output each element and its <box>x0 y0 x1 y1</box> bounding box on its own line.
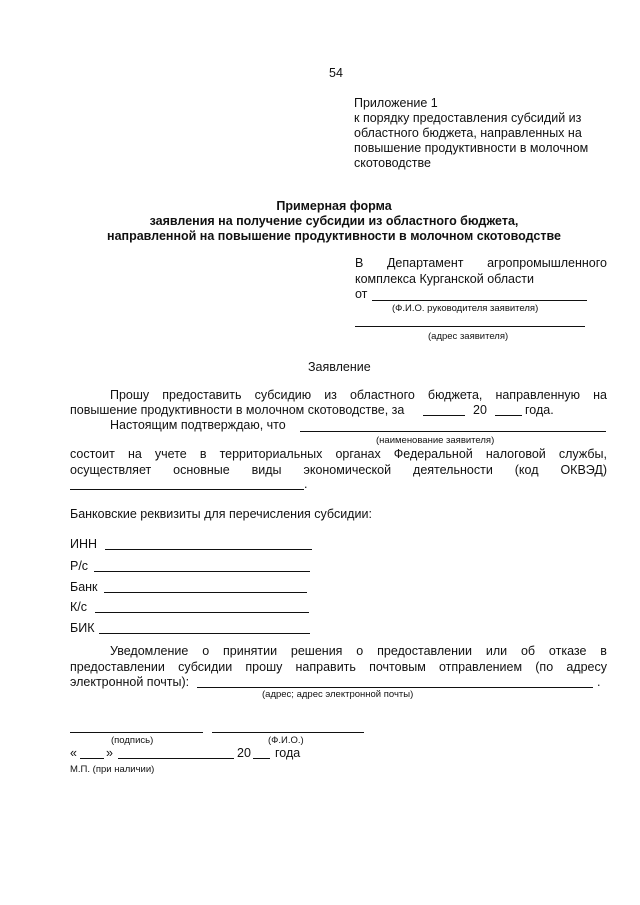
paragraph-1-line-1 <box>110 388 607 403</box>
year-field[interactable] <box>495 415 522 416</box>
word: Департамент <box>386 256 464 270</box>
word: решения <box>290 644 343 658</box>
word: предоставлении <box>377 644 472 658</box>
correspondent-account-field[interactable] <box>95 612 309 613</box>
word: субсидии <box>178 660 233 674</box>
applicant-name-field[interactable] <box>300 431 606 432</box>
word: экономической <box>303 463 392 477</box>
word: Уведомление <box>110 644 189 658</box>
word: (по <box>535 660 554 674</box>
date-close-quote: » <box>106 746 113 760</box>
applicant-name-caption: (наименование заявителя) <box>376 435 495 446</box>
appendix-line-3: повышение продуктивности в молочном <box>354 141 589 155</box>
word: в <box>199 447 207 461</box>
date-open-quote: « <box>70 746 77 760</box>
signature-caption: (подпись) <box>111 735 154 746</box>
word: (код <box>514 463 539 477</box>
appendix-line-4: скотоводстве <box>354 156 431 170</box>
date-month-field[interactable] <box>118 758 234 759</box>
word: субсидию <box>254 388 312 402</box>
word: учете <box>154 447 187 461</box>
word: Прошу <box>110 388 150 402</box>
word: направить <box>295 660 356 674</box>
notice-line-1 <box>110 644 607 659</box>
date-day-field[interactable] <box>80 758 104 759</box>
word: налоговой <box>485 447 546 461</box>
inn-field[interactable] <box>105 549 312 550</box>
word: почтовым <box>369 660 426 674</box>
bank-details-heading: Банковские реквизиты для перечисления субсидии: <box>70 507 372 521</box>
bik-label: БИК <box>70 621 95 635</box>
word: направленную <box>495 388 581 402</box>
date-year-prefix: 20 <box>237 746 251 760</box>
word: Федеральной <box>393 447 473 461</box>
paragraph-1-line-2a: повышение продуктивности в молочном скотоводстве, за <box>70 403 405 417</box>
word: в <box>600 644 607 658</box>
paragraph-1-year-suffix: года. <box>525 403 554 417</box>
word: отказе <box>548 644 587 658</box>
word: областного <box>349 388 415 402</box>
word: ОКВЭД) <box>560 463 607 477</box>
word: из <box>324 388 337 402</box>
full-name-field[interactable] <box>212 732 364 733</box>
word: на <box>593 388 607 402</box>
addressee-line-1 <box>355 256 607 271</box>
okved-end-period: . <box>304 477 308 491</box>
word: органах <box>335 447 381 461</box>
paragraph-2-text: Настоящим подтверждаю, что <box>110 418 286 432</box>
addressee-line-2: комплекса Курганской области <box>355 272 534 286</box>
notice-end-period: . <box>597 675 601 689</box>
notice-address-caption: (адрес; адрес электронной почты) <box>262 689 414 700</box>
word: адресу <box>566 660 607 674</box>
word: предоставлении <box>70 660 165 674</box>
appendix-line-2: областного бюджета, направленных на <box>354 126 582 140</box>
document-title: Заявление <box>308 360 371 374</box>
from-name-caption: (Ф.И.О. руководителя заявителя) <box>392 303 539 314</box>
word: агропромышленного <box>487 256 607 270</box>
address-field[interactable] <box>355 326 585 327</box>
paragraph-1-year-prefix: 20 <box>473 403 487 417</box>
signature-field[interactable] <box>70 732 203 733</box>
word: на <box>127 447 142 461</box>
form-heading-1: Примерная форма <box>276 199 392 213</box>
correspondent-account-label: К/с <box>70 600 88 614</box>
account-field[interactable] <box>94 571 310 572</box>
inn-label: ИНН <box>70 537 98 551</box>
bank-field[interactable] <box>104 592 307 593</box>
notice-address-field[interactable] <box>197 687 593 688</box>
word: предоставить <box>162 388 242 402</box>
word: основные <box>173 463 230 477</box>
word: или <box>485 644 508 658</box>
word: деятельности <box>413 463 493 477</box>
word: территориальных <box>219 447 323 461</box>
word: виды <box>251 463 282 477</box>
paragraph-3-line-2 <box>70 463 607 478</box>
word: осуществляет <box>70 463 152 477</box>
word: прошу <box>245 660 283 674</box>
word: принятии <box>222 644 278 658</box>
account-label: Р/с <box>70 559 89 573</box>
notice-line-2 <box>70 660 607 675</box>
bik-field[interactable] <box>99 633 310 634</box>
from-name-field[interactable] <box>372 300 587 301</box>
word: службы, <box>558 447 607 461</box>
form-heading-2: заявления на получение субсидии из областного бюджета, <box>149 214 519 228</box>
word: об <box>520 644 536 658</box>
word: В <box>355 256 364 270</box>
word: о <box>356 644 364 658</box>
period-field[interactable] <box>423 415 465 416</box>
stamp-note: М.П. (при наличии) <box>70 764 155 775</box>
date-year-suffix: года <box>275 746 301 760</box>
date-year-field[interactable] <box>253 758 270 759</box>
appendix-title: Приложение 1 <box>354 96 438 110</box>
full-name-caption: (Ф.И.О.) <box>268 735 304 746</box>
bank-label: Банк <box>70 580 98 594</box>
word: состоит <box>70 447 115 461</box>
page-number: 54 <box>329 66 343 80</box>
notice-line-3: электронной почты): <box>70 675 190 689</box>
paragraph-3-line-1 <box>70 447 607 462</box>
form-heading-3: направленной на повышение продуктивности в молочном скотоводстве <box>107 229 561 243</box>
appendix-line-1: к порядку предоставления субсидий из <box>354 111 582 125</box>
okved-code-field[interactable] <box>70 489 304 490</box>
addressee-from-label: от <box>355 287 368 301</box>
word: отправлением <box>438 660 523 674</box>
address-caption: (адрес заявителя) <box>428 331 509 342</box>
word: бюджета, <box>427 388 483 402</box>
word: о <box>202 644 210 658</box>
